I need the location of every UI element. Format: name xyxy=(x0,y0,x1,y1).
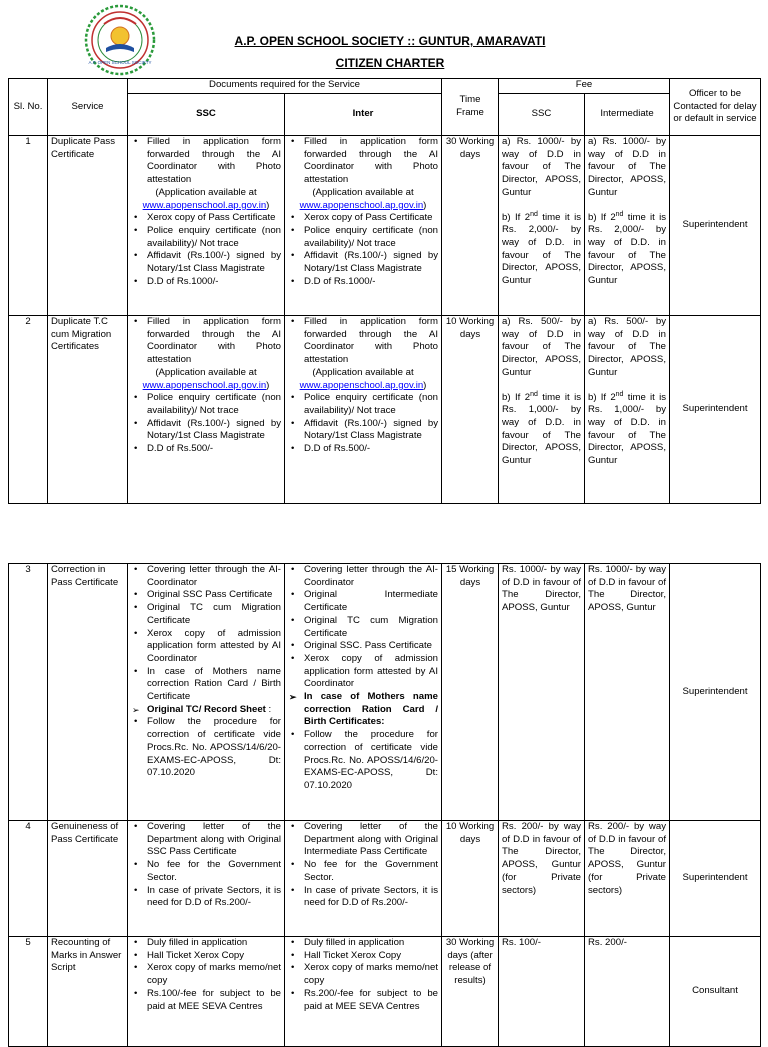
list-item: • Affidavit (Rs.100/-) signed by Notary/1st Class Magistrate xyxy=(147,250,281,275)
list-item: • Hall Ticket Xerox Copy xyxy=(147,950,281,963)
list-item: • Xerox copy of admission application form attested by AI Coordinator xyxy=(147,628,281,666)
citizen-charter-table-top xyxy=(8,78,761,504)
row-fee-ssc: Rs. 1000/- by way of D.D in favour of The Director, APOSS, Guntur xyxy=(499,564,585,821)
table-row xyxy=(9,821,761,937)
list-item: • Police enquiry certificate (non availability)/ Not trace xyxy=(304,225,438,250)
col-header-time: Time Frame xyxy=(442,79,499,136)
col-header-sl: Sl. No. xyxy=(9,79,48,136)
list-item: • In case of private Sectors, it is need for D.D of Rs.200/- xyxy=(147,885,281,910)
list-item: • Covering letter of the Department along with Original Intermediate Pass Certificate xyxy=(304,821,438,859)
list-item: • In case of Mothers name correction Ration Card / Birth Certificate xyxy=(147,666,281,704)
row-service: Recounting of Marks in Answer Script xyxy=(48,937,128,1047)
list-item: • Xerox copy of marks memo/net copy xyxy=(147,962,281,987)
row-inter-docs xyxy=(285,821,442,937)
list-item: • Xerox copy of Pass Certificate xyxy=(147,212,281,225)
list-item: • Covering letter through the AI-Coordinator xyxy=(304,564,438,589)
row-service: Correction in Pass Certificate xyxy=(48,564,128,821)
col-header-documents: Documents required for the Service xyxy=(128,79,442,94)
row-fee-ssc: a) Rs. 1000/- by way of D.D in favour of The Director, APOSS, Guntur b) If 2nd time it is Rs. 2,000/- by way of D.D. in favour of The Director, APOSS, Guntur xyxy=(499,136,585,316)
list-item: • D.D of Rs.500/- xyxy=(304,443,438,456)
list-item: • Police enquiry certificate (non availability)/ Not trace xyxy=(304,392,438,417)
row-time: 30 Working days (after release of results) xyxy=(442,937,499,1047)
col-header-officer: Officer to be Contacted for delay or default in service xyxy=(670,79,761,136)
row-inter-docs xyxy=(285,564,442,821)
website-link[interactable]: www.apopenschool.ap.gov.in xyxy=(142,379,267,391)
row-officer: Consultant xyxy=(670,937,761,1047)
row-ssc-docs: • Filled in application form forwarded through the AI Coordinator with Photo attestation (Application available at www.apopenschool.ap.gov.in) • Police enquiry certificate (non availability)/ Not trace • Affidavit (Rs.100/-) signed by Notary/1st Class Magistrate • D.D of Rs.500/- xyxy=(128,316,285,504)
col-header-inter: Inter xyxy=(285,94,442,136)
row-fee-inter: Rs. 200/- by way of D.D in favour of The Director, APOSS, Guntur (for Private sectors) xyxy=(585,821,670,937)
row-fee-ssc: Rs. 100/- xyxy=(499,937,585,1047)
list-item: • Filled in application form forwarded through the AI Coordinator with Photo attestation xyxy=(147,136,281,187)
website-link[interactable]: www.apopenschool.ap.gov.in xyxy=(299,199,424,211)
row-sl: 5 xyxy=(9,937,48,1047)
row-fee-inter: Rs. 200/- xyxy=(585,937,670,1047)
list-item: • Affidavit (Rs.100/-) signed by Notary/1st Class Magistrate xyxy=(147,418,281,443)
list-item: • D.D of Rs.1000/- xyxy=(147,276,281,289)
row-time: 10 Working days xyxy=(442,316,499,504)
list-item: ➢ Original TC/ Record Sheet : xyxy=(147,704,281,717)
list-item: • Xerox copy of Pass Certificate xyxy=(304,212,438,225)
row-time: 30 Working days xyxy=(442,136,499,316)
row-officer: Superintendent xyxy=(670,821,761,937)
col-header-fee-inter: Intermediate xyxy=(585,94,670,136)
row-sl: 3 xyxy=(9,564,48,821)
row-inter-docs: • Filled in application form forwarded through the AI Coordinator with Photo attestation (Application available at www.apopenschool.ap.gov.in) • Police enquiry certificate (non availability)/ Not trace • Affidavit (Rs.100/-) signed by Notary/1st Class Magistrate • D.D of Rs.500/- xyxy=(285,316,442,504)
table-row xyxy=(9,316,761,504)
row-inter-docs: • Filled in application form forwarded through the AI Coordinator with Photo attestation (Application available at www.apopenschool.ap.gov.in) • Xerox copy of Pass Certificate • Police enquiry certificate (non availability)/ Not trace • Affidavit (Rs.100/-) signed by Notary/1st Class Magistrate • D.D of Rs.1000/- xyxy=(285,136,442,316)
row-ssc-docs xyxy=(128,937,285,1047)
list-item: • No fee for the Government Sector. xyxy=(147,859,281,884)
application-note: (Application available at xyxy=(312,366,414,378)
list-item: • Filled in application form forwarded through the AI Coordinator with Photo attestation xyxy=(304,316,438,367)
list-item: • Police enquiry certificate (non availability)/ Not trace xyxy=(147,392,281,417)
row-time: 10 Working days xyxy=(442,821,499,937)
list-item: • Filled in application form forwarded through the AI Coordinator with Photo attestation xyxy=(147,316,281,367)
list-item: • In case of private Sectors, it is need for D.D of Rs.200/- xyxy=(304,885,438,910)
row-time: 15 Working days xyxy=(442,564,499,821)
list-item: • Affidavit (Rs.100/-) signed by Notary/1st Class Magistrate xyxy=(304,250,438,275)
row-fee-ssc: a) Rs. 500/- by way of D.D in favour of The Director, APOSS, Guntur b) If 2nd time it is Rs. 1,000/- by way of D.D. in favour of The Director, APOSS, Guntur xyxy=(499,316,585,504)
list-item: • Original TC cum Migration Certificate xyxy=(147,602,281,627)
col-header-fee-ssc: SSC xyxy=(499,94,585,136)
row-fee-ssc: Rs. 200/- by way of D.D in favour of The Director, APOSS, Guntur (for Private sectors) xyxy=(499,821,585,937)
list-item: • Filled in application form forwarded through the AI Coordinator with Photo attestation xyxy=(304,136,438,187)
svg-text:A.P. OPEN SCHOOL SOCIETY: A.P. OPEN SCHOOL SOCIETY xyxy=(88,60,152,65)
list-item: • Original Intermediate Certificate xyxy=(304,589,438,614)
table-row xyxy=(9,564,761,821)
col-header-ssc: SSC xyxy=(128,94,285,136)
list-item: • D.D of Rs.1000/- xyxy=(304,276,438,289)
row-sl: 2 xyxy=(9,316,48,504)
row-officer: Superintendent xyxy=(670,564,761,821)
list-item: • Affidavit (Rs.100/-) signed by Notary/1st Class Magistrate xyxy=(304,418,438,443)
list-item: • Original SSC Pass Certificate xyxy=(147,589,281,602)
list-item: • Duly filled in application xyxy=(147,937,281,950)
application-note: (Application available at xyxy=(155,366,257,378)
row-fee-inter: Rs. 1000/- by way of D.D in favour of The Director, APOSS, Guntur xyxy=(585,564,670,821)
row-service: Duplicate Pass Certificate xyxy=(48,136,128,316)
list-item: • Rs.200/-fee for subject to be paid at MEE SEVA Centres xyxy=(304,988,438,1013)
list-item: • No fee for the Government Sector. xyxy=(304,859,438,884)
table-row xyxy=(9,937,761,1047)
page-subtitle: CITIZEN CHARTER xyxy=(335,56,445,70)
list-item: • Covering letter through the AI-Coordinator xyxy=(147,564,281,589)
list-item: • Original SSC. Pass Certificate xyxy=(304,640,438,653)
row-service: Duplicate T.C cum Migration Certificates xyxy=(48,316,128,504)
list-item: • Xerox copy of admission application form attested by AI Coordinator xyxy=(304,653,438,691)
col-header-fee: Fee xyxy=(499,79,670,94)
website-link[interactable]: www.apopenschool.ap.gov.in xyxy=(299,379,424,391)
list-item: ➢ In case of Mothers name correction Ration Card / Birth Certificates: xyxy=(304,691,438,729)
list-item: • Hall Ticket Xerox Copy xyxy=(304,950,438,963)
row-ssc-docs xyxy=(128,564,285,821)
row-service: Genuineness of Pass Certificate xyxy=(48,821,128,937)
row-ssc-docs xyxy=(128,821,285,937)
row-officer: Superintendent xyxy=(670,136,761,316)
table-row xyxy=(9,136,761,316)
list-item: • D.D of Rs.500/- xyxy=(147,443,281,456)
aposs-logo xyxy=(84,4,156,76)
list-item: • Duly filled in application xyxy=(304,937,438,950)
list-item: • Xerox copy of marks memo/net copy xyxy=(304,962,438,987)
col-header-service: Service xyxy=(48,79,128,136)
application-note: (Application available at xyxy=(312,186,414,198)
row-sl: 4 xyxy=(9,821,48,937)
row-ssc-docs: • Filled in application form forwarded through the AI Coordinator with Photo attestation (Application available at www.apopenschool.ap.gov.in) • Xerox copy of Pass Certificate • Police enquiry certificate (non availability)/ Not trace • Affidavit (Rs.100/-) signed by Notary/1st Class Magistrate • D.D of Rs.1000/- xyxy=(128,136,285,316)
row-officer: Superintendent xyxy=(670,316,761,504)
list-item: • Covering letter of the Department along with Original SSC Pass Certificate xyxy=(147,821,281,859)
list-item: • Police enquiry certificate (non availability)/ Not trace xyxy=(147,225,281,250)
page-title: A.P. OPEN SCHOOL SOCIETY :: GUNTUR, AMARAVATI xyxy=(234,34,546,48)
application-note: (Application available at xyxy=(155,186,257,198)
row-sl: 1 xyxy=(9,136,48,316)
row-fee-inter: a) Rs. 1000/- by way of D.D in favour of The Director, APOSS, Guntur b) If 2nd time it is Rs. 2,000/- by way of D.D. in favour of The Director, APOSS, Guntur xyxy=(585,136,670,316)
list-item: • Follow the procedure for correction of certificate vide Procs.Rc. No. APOSS/14/6/20-EXAMS-EC-APOSS, Dt: 07.10.2020 xyxy=(147,716,281,780)
citizen-charter-table-bottom xyxy=(8,563,761,1047)
list-item: • Original TC cum Migration Certificate xyxy=(304,615,438,640)
list-item: • Follow the procedure for correction of certificate vide Procs.Rc. No. APOSS/14/6/20-EXAMS-EC-APOSS, Dt: 07.10.2020 xyxy=(304,729,438,793)
row-inter-docs xyxy=(285,937,442,1047)
row-fee-inter: a) Rs. 500/- by way of D.D in favour of The Director, APOSS, Guntur b) If 2nd time it is Rs. 1,000/- by way of D.D. in favour of The Director, APOSS, Guntur xyxy=(585,316,670,504)
website-link[interactable]: www.apopenschool.ap.gov.in xyxy=(142,199,267,211)
list-item: • Rs.100/-fee for subject to be paid at MEE SEVA Centres xyxy=(147,988,281,1013)
